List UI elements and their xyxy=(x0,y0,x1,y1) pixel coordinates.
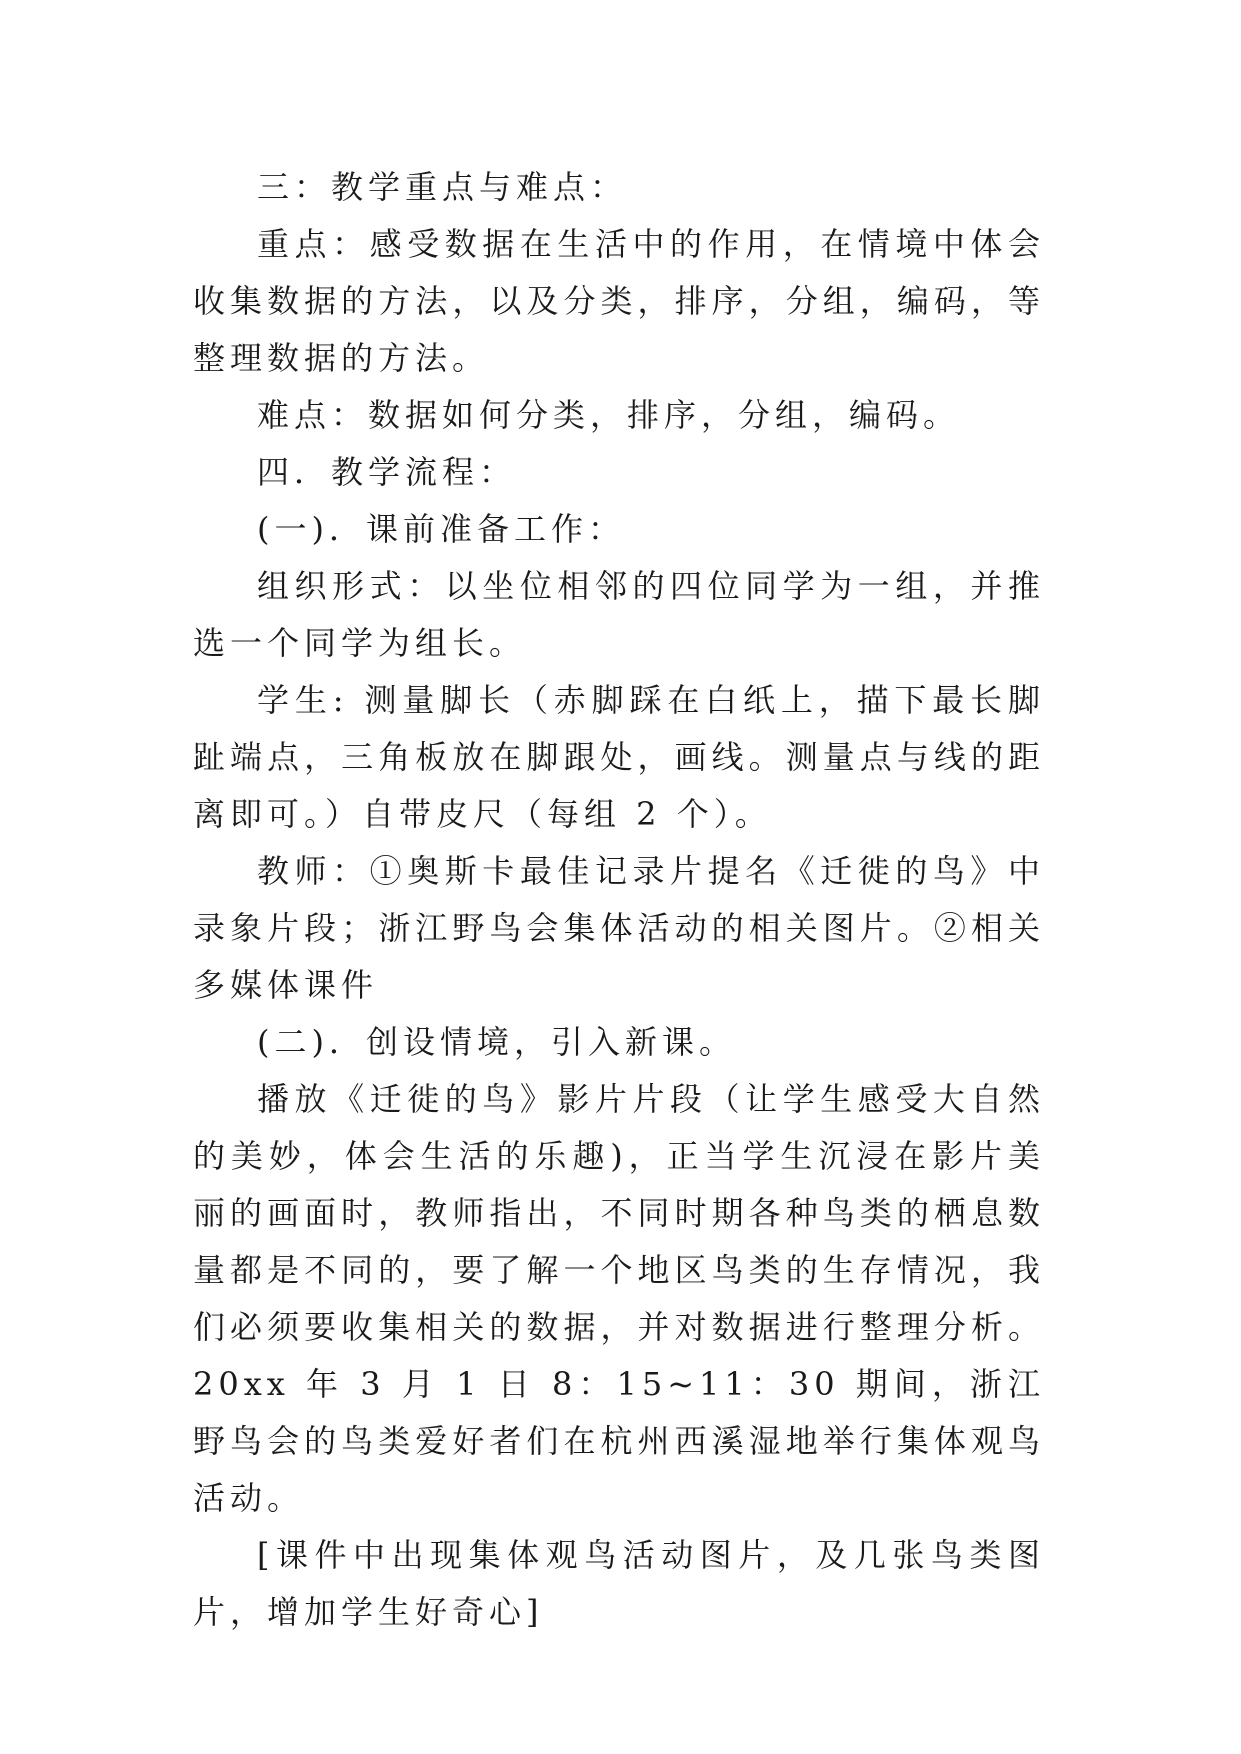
paragraph-students: 学生: 测量脚长（赤脚踩在白纸上，描下最长脚趾端点，三角板放在脚跟处，画线。测量点与线的距离即可。）自带皮尺（每组 2 个）。 xyxy=(193,681,1045,833)
section-heading-teaching-process: 四．教学流程： xyxy=(257,453,517,491)
paragraph-courseware-note: [课件中出现集体观鸟活动图片，及几张鸟类图片，增加学生好奇心] xyxy=(193,1536,1045,1631)
paragraph-difficulty: 难点：数据如何分类，排序，分组，编码。 xyxy=(257,396,961,434)
subheading-create-scenario: (二)．创设情境，引入新课。 xyxy=(257,1023,736,1061)
subheading-preparation: (一)．课前准备工作： xyxy=(257,510,625,548)
paragraph-film: 播放《迁徙的鸟》影片片段（让学生感受大自然的美妙，体会生活的乐趣)，正当学生沉浸在影片美丽的画面时，教师指出，不同时期各种鸟类的栖息数量都是不同的，要了解一个地区鸟类的生存情况，我们必须要收集相关的数据，并对数据进行整理分析。20xx 年 3 月 1 日 8：15~11：30 期间，浙江野鸟会的鸟类爱好者们在杭州西溪湿地举行集体观鸟活动。 xyxy=(193,1080,1045,1517)
paragraph-key-point: 重点：感受数据在生活中的作用，在情境中体会收集数据的方法，以及分类，排序，分组，编码，等整理数据的方法。 xyxy=(193,225,1045,377)
paragraph-teacher: 教师：①奥斯卡最佳记录片提名《迁徙的鸟》中录象片段；浙江野鸟会集体活动的相关图片。②相关多媒体课件 xyxy=(193,852,1045,1004)
document-body xyxy=(193,159,1045,1641)
paragraph-organization: 组织形式：以坐位相邻的四位同学为一组，并推选一个同学为组长。 xyxy=(193,567,1045,662)
section-heading-key-points: 三：教学重点与难点： xyxy=(257,168,628,206)
